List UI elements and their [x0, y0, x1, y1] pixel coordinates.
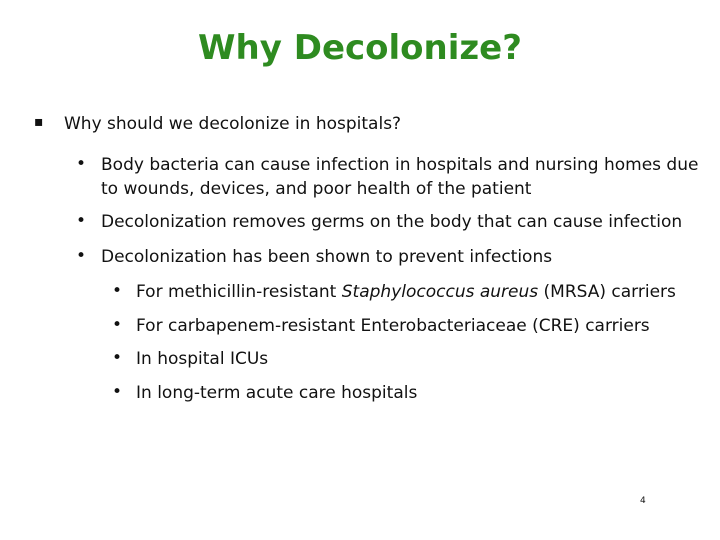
round-bullet-icon: •: [76, 154, 87, 174]
level2-bullet-text-continued: to wounds, devices, and poor health of the patient: [101, 179, 532, 199]
level3-bullet-text: In hospital ICUs: [136, 349, 269, 369]
round-bullet-icon: •: [112, 315, 123, 335]
mrsa-suffix: (MRSA) carriers: [538, 282, 676, 302]
level2-bullet-text: Decolonization removes germs on the body that can cause infection: [101, 212, 683, 232]
mrsa-prefix: For methicillin-resistant: [136, 282, 342, 302]
page-number: 4: [640, 496, 646, 506]
round-bullet-icon: •: [112, 348, 123, 368]
level3-bullet-text: In long-term acute care hospitals: [136, 383, 418, 403]
square-bullet-icon: ▪: [34, 114, 44, 130]
level2-bullet-text: Decolonization has been shown to prevent infections: [101, 247, 553, 267]
organism-name: Staphylococcus aureus: [341, 282, 539, 302]
level3-bullet-text: For carbapenem-resistant Enterobacteriaceae (CRE) carriers: [136, 316, 650, 336]
round-bullet-icon: •: [76, 211, 87, 231]
level1-bullet-text: Why should we decolonize in hospitals?: [64, 114, 402, 134]
level3-bullet-text: [136, 280, 676, 304]
round-bullet-icon: •: [76, 246, 87, 266]
level2-bullet-text: Body bacteria can cause infection in hospitals and nursing homes due: [101, 155, 699, 175]
round-bullet-icon: •: [112, 281, 123, 301]
slide-title: Why Decolonize?: [198, 28, 522, 68]
round-bullet-icon: •: [112, 382, 123, 402]
